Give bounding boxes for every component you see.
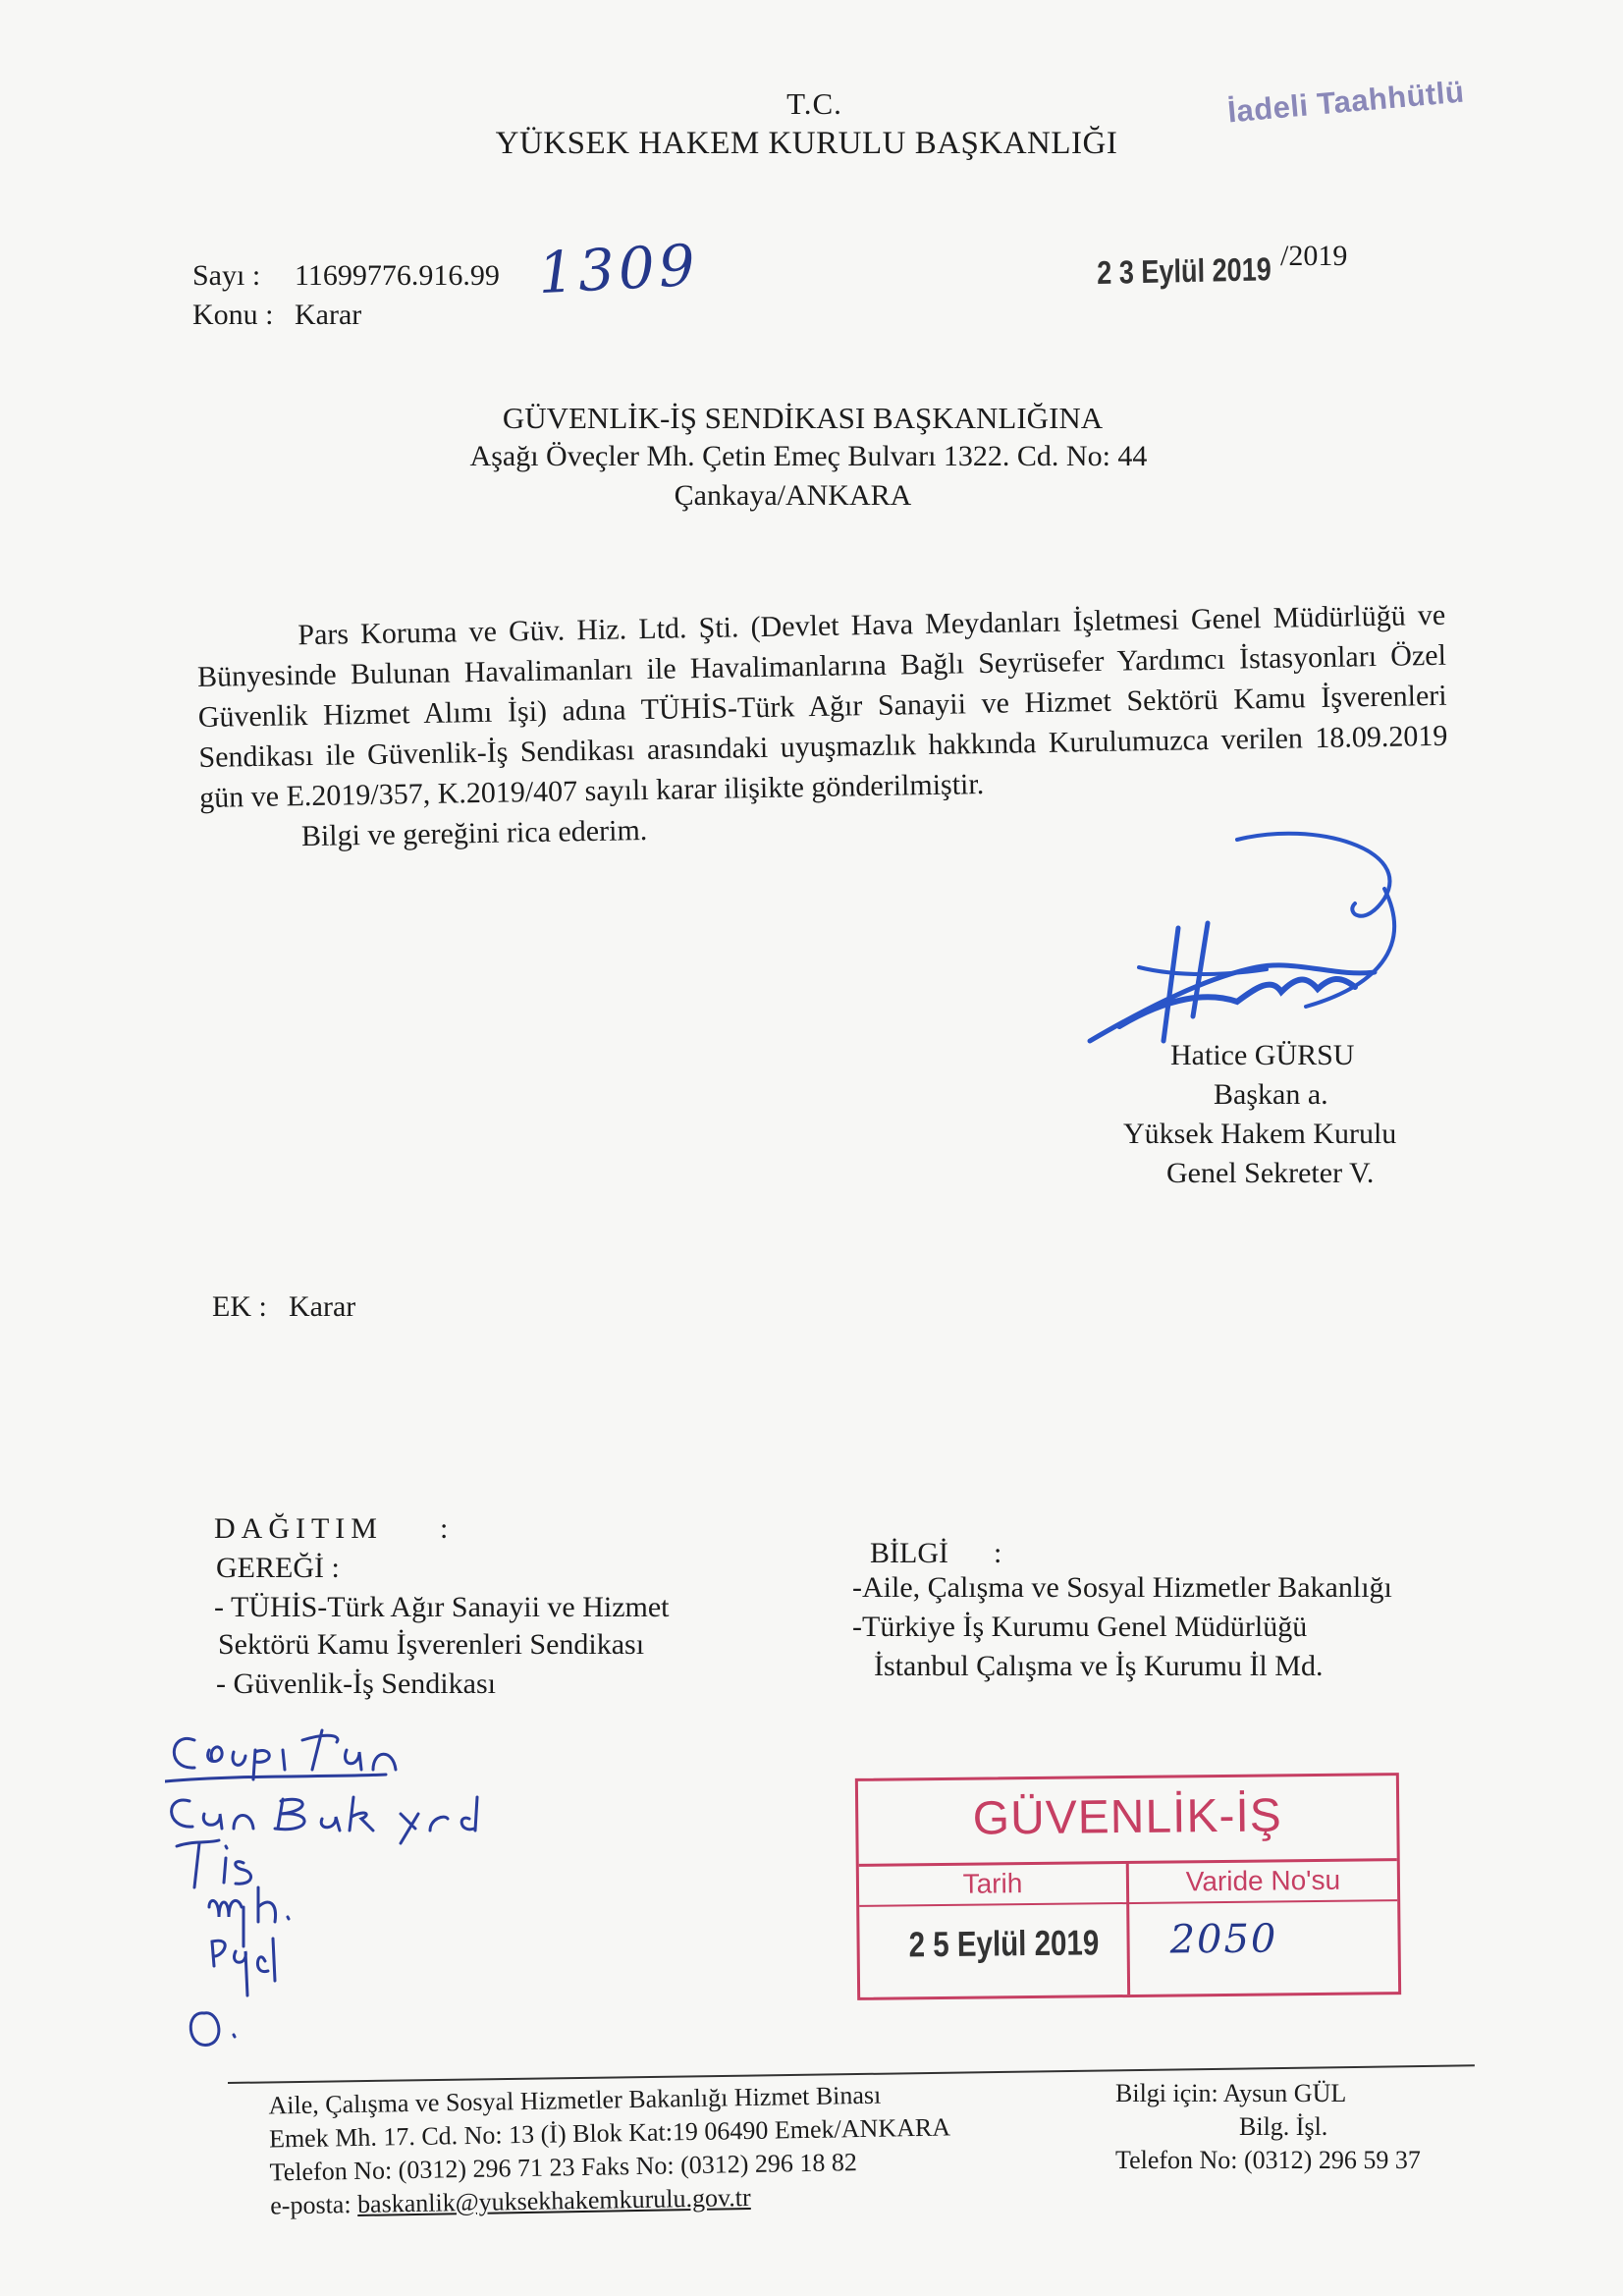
signatory-org-line2: Genel Sekreter V. <box>1166 1157 1375 1189</box>
signatory-org-line1: Yüksek Hakem Kurulu <box>1123 1118 1397 1150</box>
bilgi-label: BİLGİ <box>870 1537 948 1569</box>
addressee-name: GÜVENLİK-İŞ SENDİKASI BAŞKANLIĞINA <box>502 401 1104 435</box>
footer-phone-fax: Telefon No: (0312) 296 71 23 Faks No: (0312) 296 18 82 <box>269 2148 858 2187</box>
handwritten-notes <box>165 1721 558 2054</box>
footer-contact-person: Bilgi için: Aysun GÜL <box>1115 2079 1347 2107</box>
addressee-address: Aşağı Öveçler Mh. Çetin Emeç Bulvarı 1322. Cd. No: 44 <box>469 440 1148 472</box>
gere-label: GEREĞİ : <box>216 1552 340 1584</box>
gere-item: - TÜHİS-Türk Ağır Sanayii ve Hizmet <box>214 1591 670 1623</box>
addressee-city: Çankaya/ANKARA <box>674 479 912 512</box>
body-closing: Bilgi ve gereğini rica ederim. <box>300 814 648 853</box>
signature <box>1060 830 1473 1066</box>
bilgi-item: İstanbul Çalışma ve İş Kurumu İl Md. <box>874 1650 1324 1682</box>
signatory-name: Hatice GÜRSU <box>1170 1039 1355 1071</box>
receipt-stamp-title: GÜVENLİK-İŞ <box>972 1789 1283 1845</box>
footer-contact-role: Bilg. İşl. <box>1239 2112 1328 2141</box>
body-paragraph: Pars Koruma ve Güv. Hiz. Ltd. Şti. (Devlet Hava Meydanları İşletmesi Genel Müdürlüğü ve Bünyesinde Bulunan Havalimanları ile Havalimanlarına Bağlı Seyrüsefer Yardımcı İstasyonları Özel Güvenlik Hizmet Alımı İşi) adına TÜHİS-Türk Ağır Sanayii ve Hizmet Sektörü Kamu İşverenleri Sendikası ile Güvenlik-İş Sendikası arasındaki uyuşmazlık hakkında Kurulumuzca verilen 18.09.2019 gün ve E.2019/357, K.2019/407 sayılı karar ilişikte gönderilmiştir. <box>196 598 1448 814</box>
konu-value: Karar <box>295 299 362 331</box>
date-stamp: 2 3 Eylül 2019 <box>1097 250 1272 291</box>
footer-email-link[interactable]: baskanlik@yuksekhakemkurulu.gov.tr <box>356 2182 751 2218</box>
date-suffix: /2019 <box>1280 240 1348 272</box>
gere-item: - Güvenlik-İş Sendikası <box>216 1667 496 1700</box>
signatory-title: Başkan a. <box>1214 1078 1328 1111</box>
sayi-value: 11699776.916.99 <box>295 259 500 292</box>
footer-address-line1: Aile, Çalışma ve Sosyal Hizmetler Bakanlığı Hizmet Binası <box>268 2080 882 2120</box>
attachment-label: EK : <box>212 1290 267 1323</box>
sayi-handwritten-number: 1309 <box>536 231 701 307</box>
bilgi-item: -Türkiye İş Kurumu Genel Müdürlüğü <box>852 1611 1308 1643</box>
bilgi-colon: : <box>994 1537 1002 1569</box>
receipt-stamp-tarih-label: Tarih <box>962 1868 1023 1899</box>
distribution-title: DAĞITIM <box>214 1512 383 1545</box>
distribution-colon: : <box>440 1512 449 1545</box>
letter-body <box>196 595 1449 858</box>
footer-email-line <box>270 2183 751 2221</box>
attachment-value: Karar <box>289 1290 356 1323</box>
bilgi-item: -Aile, Çalışma ve Sosyal Hizmetler Bakanlığı <box>852 1571 1392 1604</box>
header-tc: T.C. <box>786 86 842 121</box>
gere-item: Sektörü Kamu İşverenleri Sendikası <box>218 1628 645 1661</box>
footer-contact-phone: Telefon No: (0312) 296 59 37 <box>1115 2146 1421 2174</box>
footer-email-label: e-posta: <box>269 2190 352 2220</box>
footer-address-line2: Emek Mh. 17. Cd. No: 13 (İ) Blok Kat:19 06490 Emek/ANKARA <box>268 2112 951 2154</box>
konu-label: Konu : <box>192 299 274 331</box>
registered-mail-stamp: İadeli Taahhütlü <box>1225 74 1466 130</box>
receipt-stamp <box>855 1773 1401 2000</box>
receipt-stamp-number: 2050 <box>1169 1916 1278 1963</box>
receipt-stamp-varide-label: Varide No'su <box>1185 1864 1341 1897</box>
header-organization: YÜKSEK HAKEM KURULU BAŞKANLIĞI <box>495 126 1118 161</box>
receipt-stamp-date: 2 5 Eylül 2019 <box>908 1922 1100 1965</box>
sayi-label: Sayı : <box>192 259 261 292</box>
